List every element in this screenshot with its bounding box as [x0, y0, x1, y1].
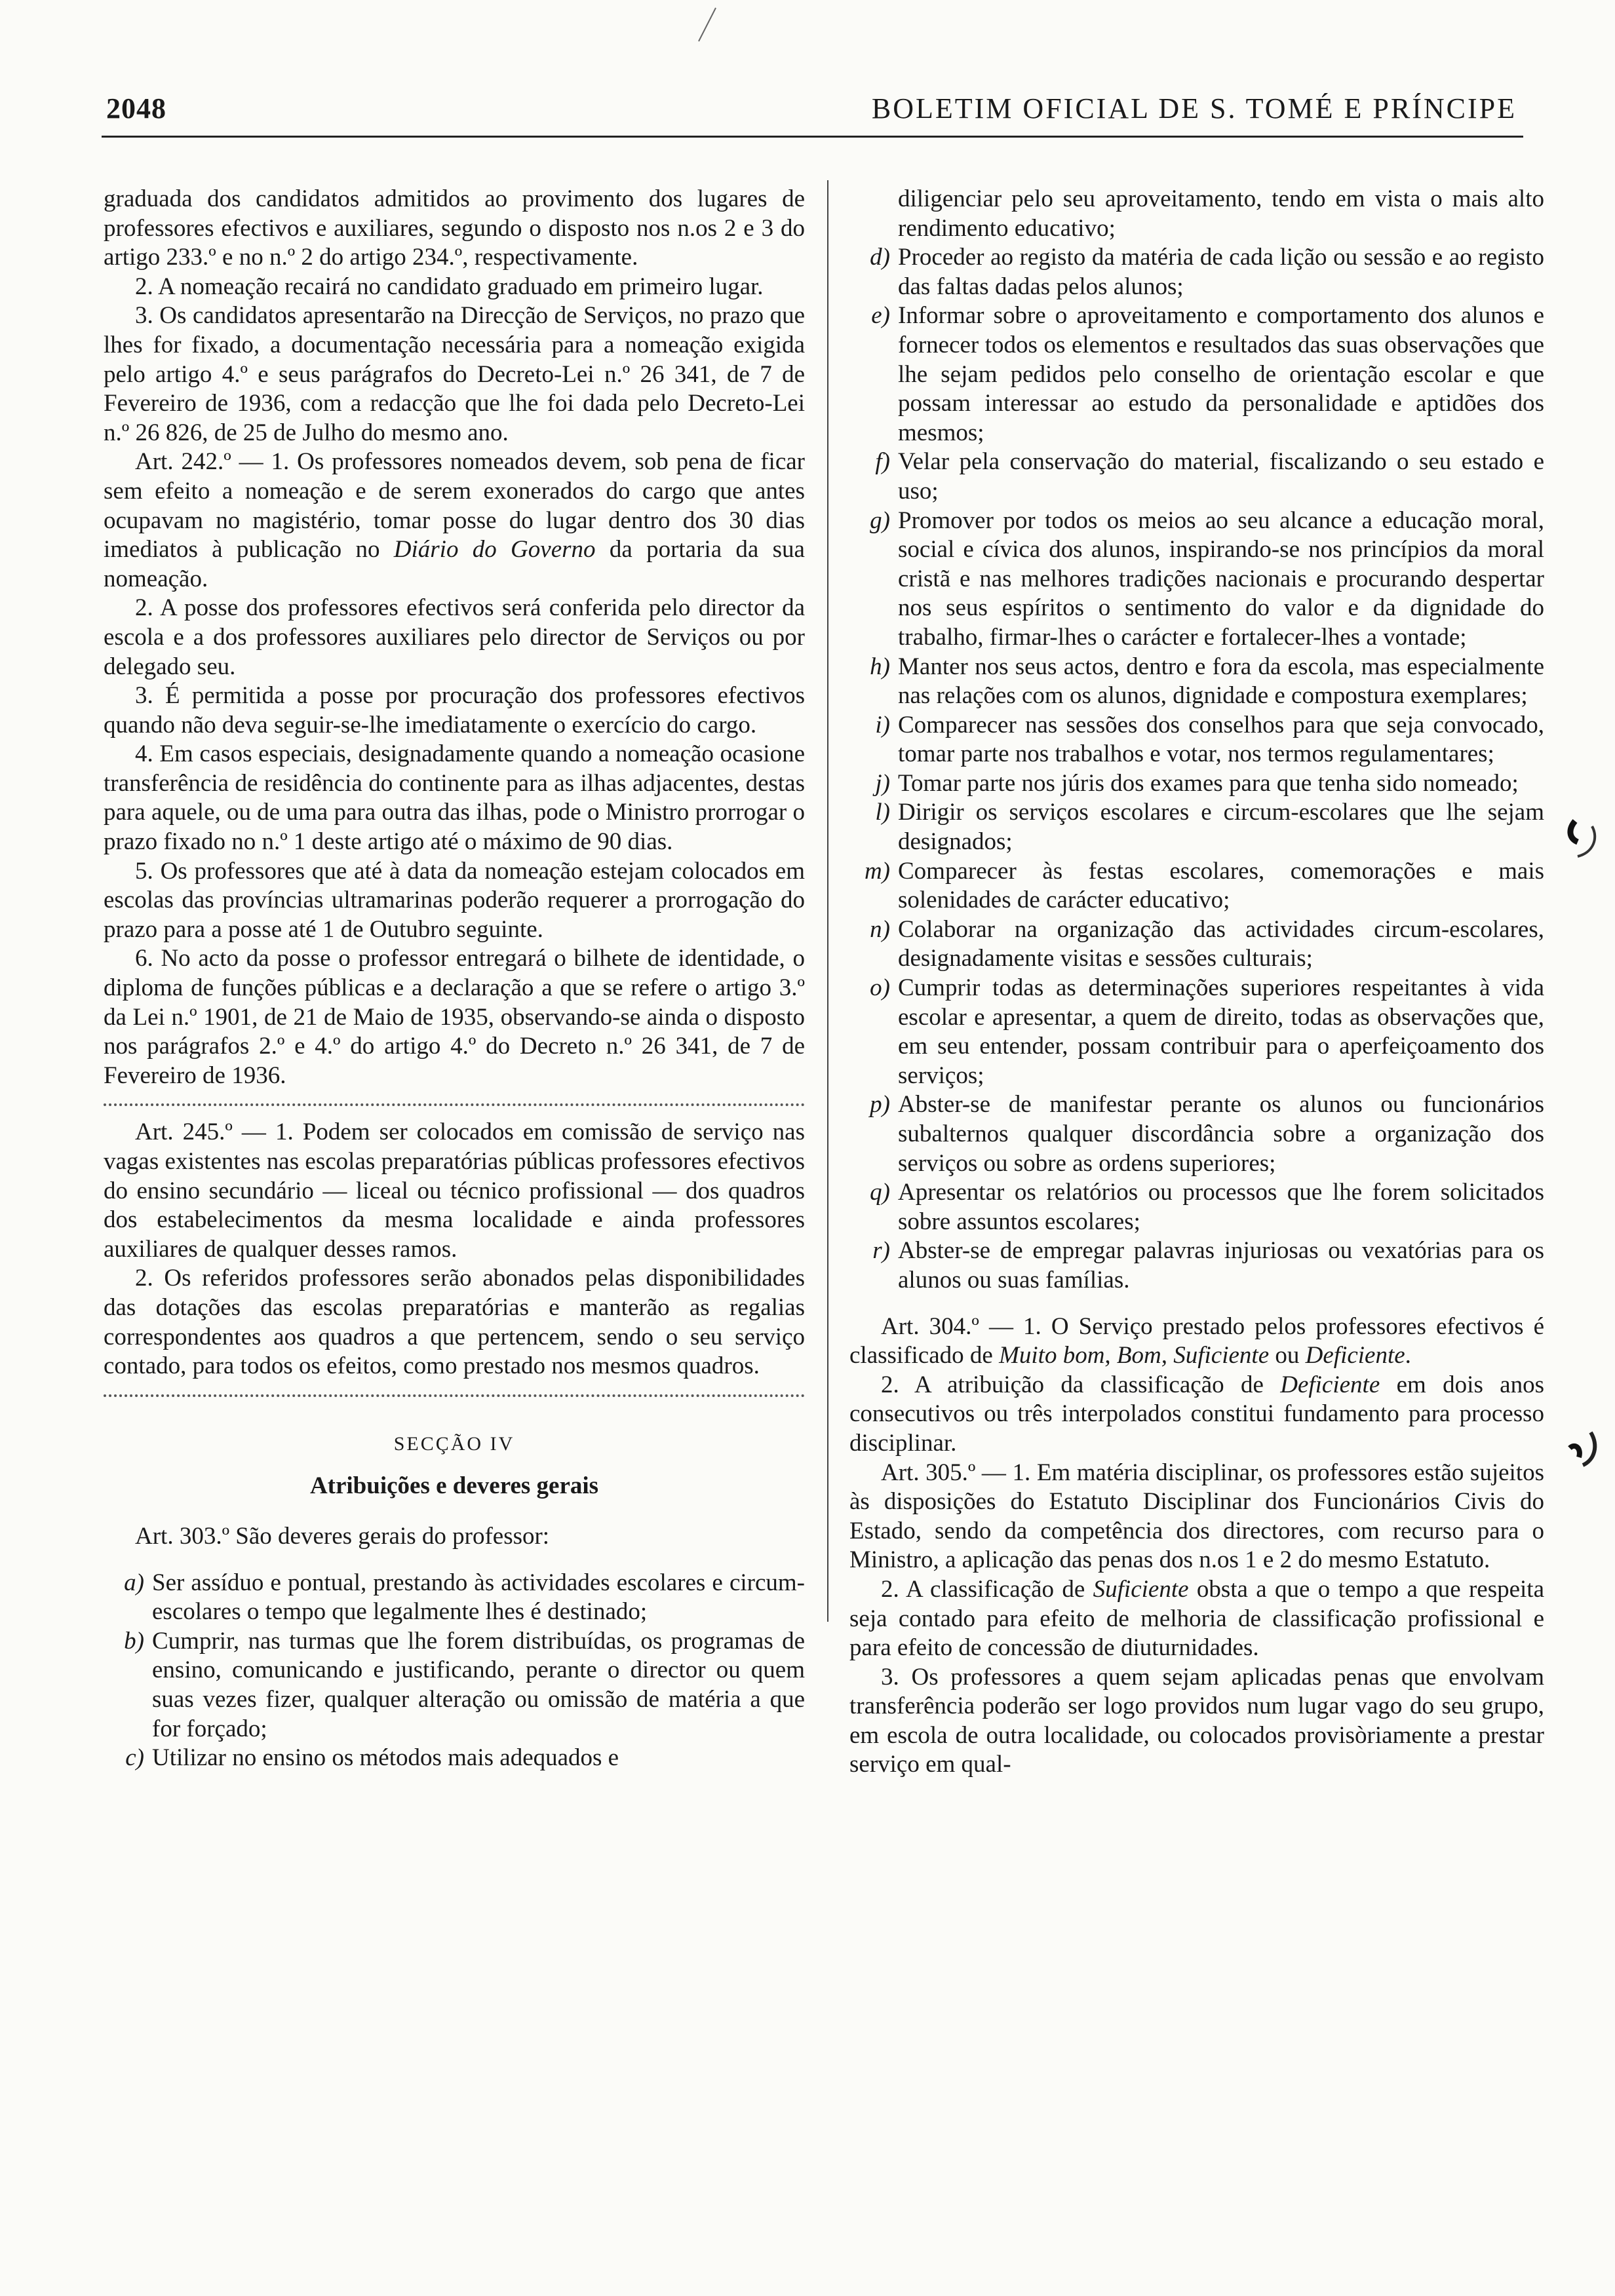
section-label: SECÇÃO IV: [393, 1432, 515, 1455]
list-item: [849, 448, 1544, 506]
spacer: [104, 1552, 805, 1569]
item-text: Abster-se de manifestar perante os alunos ou funcionários subalternos qualquer discordância sobre a organização dos serviços ou sobre as ordens superiores;: [898, 1091, 1544, 1177]
item-letter: e): [871, 302, 890, 330]
item-letter: b): [124, 1627, 144, 1655]
item-letter: m): [864, 857, 890, 885]
scan-mark-right-1: [1563, 816, 1603, 862]
list-item: [849, 915, 1544, 974]
item-letter: j): [875, 769, 890, 797]
paragraph: 2. A posse dos professores efectivos será conferida pelo director da escola e a dos professores auxiliares pelo director de Serviços ou por delegado seu.: [104, 594, 805, 680]
paragraph: 2. Os referidos professores serão abonados pelas disponibilidades das dotações das escolas preparatórias e manterão as regalias correspondentes aos quadros a que pertencem, sendo o seu serviço contado, para todos os efeitos, como prestado nos mesmos quadros.: [104, 1265, 805, 1380]
item-text: Colaborar na organização das actividades circum-escolares, designadamente visitas e sessões culturais;: [898, 915, 1544, 972]
list-item: [849, 711, 1544, 769]
item-letter: a): [124, 1569, 144, 1596]
text-span: 2. A classificação de: [881, 1575, 1093, 1603]
item-text: diligenciar pelo seu aproveitamento, tendo em vista o mais alto rendimento educativo;: [898, 185, 1544, 242]
item-letter: i): [875, 711, 890, 738]
list-item: [104, 1744, 805, 1773]
item-text: Comparecer nas sessões dos conselhos para que seja convocado, tomar parte nos trabalhos e votar, nos termos regulamentares;: [898, 711, 1544, 768]
right-column: [849, 185, 1544, 1780]
italic-span: Deficiente: [1280, 1371, 1380, 1398]
list-item: [104, 1627, 805, 1744]
item-text: Informar sobre o aproveitamento e comportamento dos alunos e fornecer todos os elementos e resultados das suas observações que lhe sejam pedidos pelo conselho de orientação escolar e que possam interessar ao estudo da personalidade e aptidões dos mesmos;: [898, 302, 1544, 446]
list-item: [849, 1090, 1544, 1178]
list-item: [849, 1236, 1544, 1295]
text-span: em dois anos consecutivos ou três interpolados constitui fundamento para processo disciplinar.: [849, 1371, 1545, 1457]
item-text: Comparecer às festas escolares, comemorações e mais solenidades de carácter educativo;: [898, 857, 1544, 914]
paragraph: 4. Em casos especiais, designadamente quando a nomeação ocasione transferência de residência do continente para as ilhas adjacentes, destas para aquele, ou de uma para outra das ilhas, pode o Ministro prorrogar o prazo fixado no n.º 1 deste artigo até o máximo de 90 dias.: [104, 740, 805, 856]
list-item: [849, 243, 1544, 301]
paragraph: 6. No acto da posse o professor entregará o bilhete de identidade, o diploma de funções públicas e a declaração a que se refere o artigo 3.º da Lei n.º 1901, de 21 de Maio de 1935, observando-se ainda o disposto nos parágrafos 2.º e 4.º do artigo 4.º do Decreto n.º 26 341, de 7 de Fevereiro de 1936.: [104, 945, 805, 1089]
italic-span: Deficiente: [1305, 1342, 1405, 1369]
list-item: [849, 769, 1544, 799]
item-text: Tomar parte nos júris dos exames para que tenha sido nomeado;: [898, 769, 1519, 797]
page-number: 2048: [106, 92, 166, 124]
item-text: Manter nos seus actos, dentro e fora da escola, mas especialmente nas relações com os alunos, dignidade e compostura exemplares;: [898, 653, 1544, 710]
list-item: [849, 653, 1544, 711]
list-item-continuation: [849, 185, 1544, 243]
item-text: Ser assíduo e pontual, prestando às actividades escolares e circum-escolares o tempo que legalmente lhes é destinado;: [152, 1569, 805, 1626]
article-303: Art. 303.º São deveres gerais do professor:: [135, 1522, 550, 1550]
item-text: Velar pela conservação do material, fiscalizando o seu estado e uso;: [898, 448, 1544, 505]
article-305-1: Art. 305.º — 1. Em matéria disciplinar, os professores estão sujeitos às disposições do Estatuto Disciplinar dos Funcionários Civis do Estado, sendo da competência dos directores, com recurso para o Ministro, a aplicação das penas dos n.os 1 e 2 do mesmo Estatuto.: [849, 1459, 1544, 1574]
italic-span: Diário do Governo: [393, 536, 596, 564]
article-304-1: [849, 1312, 1544, 1371]
item-letter: o): [870, 974, 890, 1002]
text-span: da portaria da sua nomeação.: [104, 536, 805, 592]
article-245-1: Art. 245.º — 1. Podem ser colocados em comissão de serviço nas vagas existentes nas escolas preparatórias públicas professores efectivos do ensino secundário — liceal ou técnico profissional — dos quadros dos estabelecimentos da mesma localidade e ainda professores auxiliares de qualquer desses ramos.: [104, 1119, 805, 1263]
item-text: Dirigir os serviços escolares e circum-escolares que lhe sejam designados;: [898, 799, 1544, 856]
list-item: [849, 857, 1544, 915]
spacer: [849, 1295, 1544, 1312]
section-title: Atribuições e deveres gerais: [309, 1472, 599, 1500]
item-text: Cumprir, nas turmas que lhe forem distribuídas, os programas de ensino, comunicando e justificando, perante o director ou quem suas vezes fizer, qualquer alteração ou omissão de matéria a que for forçado;: [152, 1627, 805, 1742]
header-rule: [102, 136, 1523, 138]
item-letter: p): [870, 1091, 890, 1119]
paragraph: 2. A nomeação recairá no candidato graduado em primeiro lugar.: [135, 273, 764, 300]
item-letter: l): [875, 799, 890, 826]
item-letter: f): [875, 448, 890, 476]
text-span: Art. 304.º — 1. O Serviço prestado pelos professores efectivos é classificado de: [849, 1312, 1544, 1369]
article-305-3: 3. Os professores a quem sejam aplicadas penas que envolvam transferência poderão ser logo providos num lugar vago do seu grupo, em escola de outra localidade, ou colocados provisòriamente a prestar serviço em qual-: [849, 1663, 1544, 1778]
text-span: Art. 242.º — 1. Os professores nomeados devem, sob pena de ficar sem efeito a nomeação e de serem exonerados do cargo que antes ocupavam no magistério, tomar posse do lugar dentro dos 30 dias imediatos à publicação no: [104, 448, 805, 564]
paragraph: 5. Os professores que até à data da nomeação estejam colocados em escolas das províncias ultramarinas poderão requerer a prorrogação do prazo para a posse até 1 de Outubro seguinte.: [104, 857, 805, 943]
scan-mark-right-2: [1563, 1428, 1603, 1474]
dotted-separator: [104, 1103, 805, 1106]
list-item: [849, 974, 1544, 1090]
article-304-2: [849, 1371, 1544, 1459]
list-item: [849, 1178, 1544, 1236]
item-letter: q): [870, 1179, 890, 1206]
article-242-1: [104, 448, 805, 594]
item-text: Utilizar no ensino os métodos mais adequados e: [152, 1744, 619, 1772]
text-span: ou: [1269, 1342, 1306, 1369]
text-span: obsta a que o tempo a que respeita seja contado para efeito de melhoria de classificação profissional e para efeito de concessão de diuturnidades.: [849, 1575, 1544, 1662]
paragraph: graduada dos candidatos admitidos ao provimento dos lugares de professores efectivos e auxiliares, segundo o disposto nos n.os 2 e 3 do artigo 233.º e no n.º 2 do artigo 234.º, respectivamente.: [104, 185, 805, 271]
item-letter: g): [870, 507, 890, 534]
scan-mark-top: [695, 5, 721, 45]
paragraph: 3. Os candidatos apresentarão na Direcção de Serviços, no prazo que lhes for fixado, a documentação necessária para a nomeação exigida pelo artigo 4.º e seus parágrafos do Decreto-Lei n.º 26 341, de 7 de Fevereiro de 1936, com a redacção que lhe foi dada pelo Decreto-Lei n.º 26 826, de 25 de Julho do mesmo ano.: [104, 302, 805, 446]
bulletin-title: BOLETIM OFICIAL DE S. TOMÉ E PRÍNCIPE: [871, 92, 1517, 124]
column-divider: [827, 180, 828, 1622]
paragraph: 3. É permitida a posse por procuração dos professores efectivos quando não deva seguir-se-lhe imediatamente o exercício do cargo.: [104, 682, 805, 738]
list-item: [849, 301, 1544, 448]
item-letter: d): [870, 244, 890, 271]
list-item: [849, 507, 1544, 653]
list-item: [104, 1569, 805, 1627]
item-letter: h): [870, 653, 890, 680]
item-text: Abster-se de empregar palavras injuriosas ou vexatórias para os alunos ou suas famílias.: [898, 1237, 1544, 1293]
item-letter: c): [125, 1744, 144, 1772]
text-span: 2. A atribuição da classificação de: [881, 1371, 1281, 1398]
article-305-2: [849, 1575, 1544, 1663]
dotted-separator: [104, 1394, 805, 1397]
item-text: Cumprir todas as determinações superiores respeitantes à vida escolar e apresentar, a quem de direito, todas as observações que, em seu entender, possam contribuir para o aperfeiçoamento dos serviços;: [898, 974, 1544, 1089]
item-text: Proceder ao registo da matéria de cada lição ou sessão e ao registo das faltas dadas pelos alunos;: [898, 244, 1544, 300]
left-column: [104, 185, 805, 1773]
item-text: Apresentar os relatórios ou processos que lhe forem solicitados sobre assuntos escolares;: [898, 1179, 1544, 1235]
list-item: [849, 798, 1544, 856]
item-letter: n): [870, 915, 890, 943]
text-span: .: [1405, 1342, 1411, 1369]
italic-span: Muito bom, Bom, Suficiente: [999, 1342, 1270, 1369]
italic-span: Suficiente: [1093, 1575, 1189, 1603]
item-text: Promover por todos os meios ao seu alcance a educação moral, social e cívica dos alunos, inspirando-se nos princípios da moral cristã e nas melhores tradições nacionais e procurando despertar nos seus espíritos o sentimento do valor e da dignidade do trabalho, firmar-lhes o carácter e fortalecer-lhes a vontade;: [898, 507, 1544, 651]
item-letter: r): [872, 1237, 890, 1265]
